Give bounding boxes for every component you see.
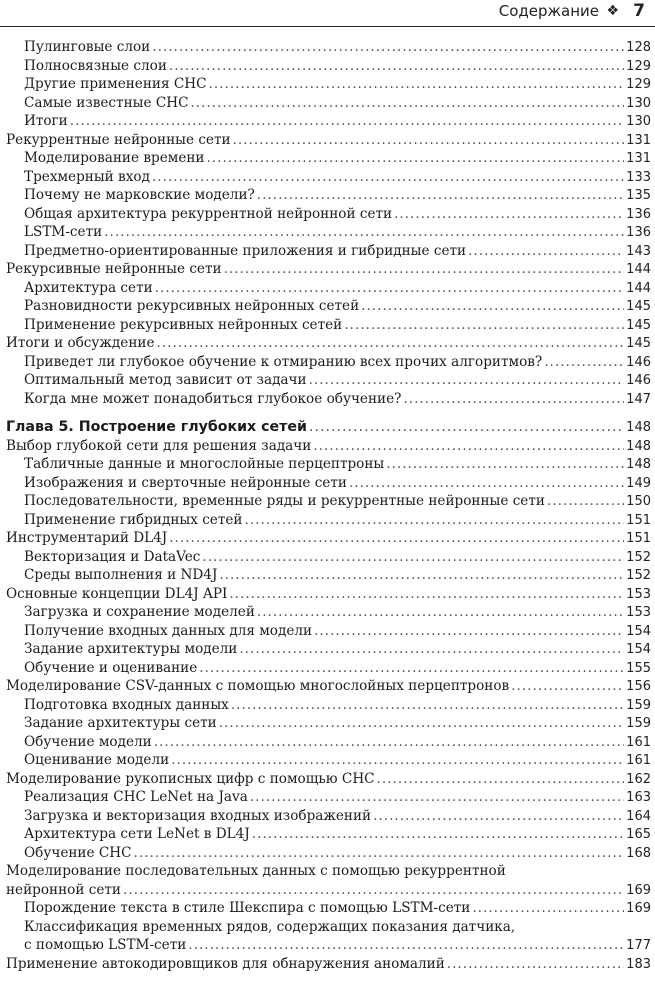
toc-subsection[interactable] — [0, 390, 655, 409]
dot-leader — [104, 223, 624, 242]
toc-page-number: 145 — [626, 299, 651, 314]
toc-page-number: 145 — [626, 336, 651, 351]
toc-section[interactable] — [0, 955, 655, 974]
toc-entry-title: Выбор глубокой сети для решения задачи — [6, 437, 312, 454]
toc-entry-title: Порождение текста в стиле Шекспира с помощью LSTM-сети — [24, 900, 471, 916]
dot-leader — [314, 622, 624, 641]
dot-leader — [123, 881, 624, 900]
toc-subsection[interactable] — [0, 353, 655, 372]
toc-section[interactable] — [0, 437, 655, 456]
toc-page-number: 144 — [626, 280, 651, 296]
dot-leader — [231, 696, 624, 715]
toc-page-number: 144 — [626, 262, 651, 277]
toc-page-number: 154 — [626, 623, 651, 639]
toc-page-number: 131 — [626, 132, 651, 148]
toc-page-number: 169 — [626, 882, 651, 898]
toc-page-number: 153 — [626, 605, 651, 620]
toc-page-number: 131 — [626, 151, 651, 166]
toc-entry-title: Другие применения СНС — [24, 76, 207, 92]
toc-page-number: 165 — [626, 827, 651, 842]
toc-subsection[interactable] — [0, 94, 655, 113]
toc-section[interactable] — [0, 334, 655, 353]
toc-subsection[interactable] — [0, 696, 655, 715]
dot-leader — [403, 390, 624, 409]
dot-leader — [233, 131, 625, 150]
toc-entry-title: Классификация временных рядов, содержащих показания датчика, — [24, 918, 516, 935]
dot-leader — [394, 205, 624, 224]
dot-leader — [544, 353, 624, 372]
toc-subsection[interactable] — [0, 548, 655, 567]
toc-entry-title: Разновидности рекурсивных нейронных сетей — [24, 298, 360, 314]
dot-leader — [219, 714, 624, 733]
toc-chapter[interactable] — [0, 418, 655, 437]
toc-subsection[interactable] — [0, 807, 655, 826]
toc-entry-title: Применение автокодировщиков для обнаружения аномалий — [6, 955, 445, 972]
dot-leader — [155, 279, 625, 298]
toc-entry-title: Когда мне может понадобиться глубокое обучение? — [24, 390, 402, 407]
toc-entry-title: Итоги и обсуждение — [6, 335, 155, 351]
toc-entry-title: Табличные данные и многослойные перцептроны — [24, 456, 385, 472]
dot-leader — [188, 936, 624, 955]
toc-page-number: 133 — [626, 169, 651, 185]
toc-subsection[interactable] — [0, 242, 655, 261]
dot-leader — [447, 955, 624, 974]
toc-entry-title: Моделирование времени — [24, 150, 205, 166]
toc-subsection[interactable] — [0, 622, 655, 641]
toc-page-number: 151 — [626, 531, 651, 546]
toc-entry-title: Обучение модели — [24, 733, 152, 750]
toc-page-number: 130 — [626, 114, 651, 129]
dot-leader — [373, 807, 624, 826]
dot-leader — [219, 566, 624, 585]
toc-entry-title: Подготовка входных данных — [24, 696, 229, 713]
running-title: Содержание — [498, 2, 599, 20]
toc-entry-title: Моделирование последовательных данных с помощью рекуррентной — [6, 863, 506, 879]
page-header — [0, 0, 655, 27]
toc-entry-title: Оптимальный метод зависит от задачи — [24, 372, 307, 388]
toc-subsection[interactable] — [0, 75, 655, 94]
dot-leader — [257, 186, 624, 205]
toc-subsection[interactable] — [0, 316, 655, 335]
toc-subsection[interactable] — [0, 297, 655, 316]
toc-entry-title: Инструментарий DL4J — [6, 530, 168, 546]
toc-subsection[interactable] — [0, 112, 655, 131]
toc-entry-title: Полносвязные слои — [24, 57, 167, 74]
toc-section[interactable] — [0, 862, 655, 899]
toc-subsection[interactable] — [0, 899, 655, 918]
dot-leader — [169, 529, 624, 548]
page-number: 7 — [633, 1, 645, 21]
toc-entry-title: Загрузка и векторизация входных изображений — [24, 807, 372, 824]
dot-leader — [190, 94, 624, 113]
toc-section[interactable] — [0, 529, 655, 548]
dot-leader — [224, 260, 625, 279]
dot-leader — [239, 640, 624, 659]
toc-subsection[interactable] — [0, 714, 655, 733]
toc-entry-title: Среды выполнения и ND4J — [24, 567, 218, 583]
toc-entry-title: Задание архитектуры сети — [24, 715, 217, 731]
toc-page-number: 146 — [626, 354, 651, 370]
toc-entry-title: Итоги — [24, 113, 68, 129]
dot-leader — [511, 677, 624, 696]
toc-subsection[interactable] — [0, 492, 655, 511]
dot-leader — [344, 316, 624, 335]
dot-leader — [157, 334, 625, 353]
toc-entry-title-continued: с помощью LSTM-сети — [24, 937, 187, 953]
toc-entry-title: Глава 5. Построение глубоких сетей — [6, 419, 307, 435]
dot-leader — [244, 511, 624, 530]
toc-entry-title: Моделирование рукописных цифр с помощью СНС — [6, 770, 375, 787]
toc-page-number: 155 — [626, 660, 651, 676]
toc-page-number: 136 — [626, 225, 651, 240]
toc-page-number: 150 — [626, 494, 651, 509]
dot-leader — [229, 585, 624, 604]
toc-subsection[interactable] — [0, 149, 655, 168]
ornament-icon: ❖ — [606, 3, 619, 19]
dot-leader — [70, 112, 624, 131]
dot-leader — [169, 57, 624, 76]
toc-page-number: 135 — [626, 188, 651, 203]
toc-entry-title: Приведет ли глубокое обучение к отмиранию всех прочих алгоритмов? — [24, 353, 543, 370]
toc-section[interactable] — [0, 131, 655, 150]
toc-page-number: 148 — [626, 457, 651, 472]
toc-page-number: 152 — [626, 549, 651, 565]
dot-leader — [349, 474, 624, 493]
toc-page-number: 149 — [626, 475, 651, 491]
toc-subsection[interactable] — [0, 186, 655, 205]
toc-page-number: 156 — [626, 679, 651, 694]
toc-subsection[interactable] — [0, 371, 655, 390]
toc-page-number: 162 — [626, 771, 651, 787]
toc-entry-title: Получение входных данных для модели — [24, 622, 313, 639]
dot-leader — [152, 168, 624, 187]
toc-subsection[interactable] — [0, 57, 655, 76]
toc-entry-title: Изображения и сверточные нейронные сети — [24, 474, 347, 491]
toc-page-number: 151 — [626, 512, 651, 528]
toc-entry-title: Общая архитектура рекуррентной нейронной сети — [24, 205, 393, 222]
toc-entry-title: Предметно-ориентированные приложения и гибридные сети — [24, 242, 467, 259]
toc-entry-title: Реализация СНС LeNet на Java — [24, 789, 248, 805]
toc-page-number: 183 — [626, 956, 651, 972]
toc-section[interactable] — [0, 677, 655, 696]
dot-leader — [309, 418, 624, 437]
dot-leader — [209, 75, 625, 94]
toc-page-number: 168 — [626, 845, 651, 861]
toc-page-number: 159 — [626, 716, 651, 731]
toc-entry-title: Векторизация и DataVec — [24, 548, 201, 565]
toc-subsection[interactable] — [0, 168, 655, 187]
dot-leader — [250, 788, 624, 807]
toc-subsection[interactable] — [0, 733, 655, 752]
dot-leader — [377, 770, 625, 789]
toc-page-number: 147 — [626, 391, 651, 407]
dot-leader — [206, 149, 624, 168]
toc-entry-title: Обучение и оценивание — [24, 659, 198, 676]
toc-subsection[interactable] — [0, 455, 655, 474]
dot-leader — [199, 659, 624, 678]
toc-subsection[interactable] — [0, 603, 655, 622]
toc-subsection[interactable] — [0, 474, 655, 493]
toc-page-number: 163 — [626, 790, 651, 805]
toc-section[interactable] — [0, 585, 655, 604]
toc-page-number: 128 — [626, 40, 651, 55]
toc-page-number: 148 — [626, 420, 651, 435]
toc-page-number: 145 — [626, 317, 651, 333]
toc-subsection[interactable] — [0, 751, 655, 770]
toc-subsection[interactable] — [0, 659, 655, 678]
dot-leader — [468, 242, 624, 261]
table-of-contents — [0, 38, 655, 973]
toc-subsection[interactable] — [0, 640, 655, 659]
toc-subsection[interactable] — [0, 205, 655, 224]
toc-section[interactable] — [0, 770, 655, 789]
toc-subsection[interactable] — [0, 788, 655, 807]
toc-entry-title: LSTM-сети — [24, 224, 103, 240]
toc-subsection[interactable] — [0, 918, 655, 955]
toc-entry-title: Загрузка и сохранение моделей — [24, 604, 255, 620]
toc-page-number: 129 — [626, 77, 651, 92]
toc-entry-title: Рекурсивные нейронные сети — [6, 261, 222, 277]
toc-subsection[interactable] — [0, 825, 655, 844]
toc-entry-title: Трехмерный вход — [24, 168, 150, 185]
toc-subsection[interactable] — [0, 279, 655, 298]
toc-page-number: 130 — [626, 95, 651, 111]
dot-leader — [386, 455, 624, 474]
dot-leader — [202, 548, 624, 567]
toc-subsection[interactable] — [0, 38, 655, 57]
dot-leader — [252, 825, 624, 844]
dot-leader — [134, 844, 625, 863]
toc-entry-title: Применение гибридных сетей — [24, 511, 243, 528]
toc-page-number: 143 — [626, 243, 651, 259]
toc-subsection[interactable] — [0, 566, 655, 585]
toc-page-number: 129 — [626, 58, 651, 74]
toc-page-number: 153 — [626, 586, 651, 602]
toc-section[interactable] — [0, 260, 655, 279]
dot-leader — [257, 603, 624, 622]
toc-page-number: 146 — [626, 373, 651, 388]
dot-leader — [154, 733, 624, 752]
dot-leader — [171, 751, 624, 770]
toc-page-number: 164 — [626, 808, 651, 824]
toc-subsection[interactable] — [0, 511, 655, 530]
toc-page-number: 148 — [626, 438, 651, 454]
toc-subsection[interactable] — [0, 844, 655, 863]
toc-entry-title: Применение рекурсивных нейронных сетей — [24, 316, 343, 333]
toc-entry-title: Архитектура сети — [24, 279, 153, 296]
toc-page-number: 169 — [626, 901, 651, 916]
dot-leader — [361, 297, 624, 316]
toc-entry-title-continued: нейронной сети — [6, 881, 121, 898]
toc-entry-title: Последовательности, временные ряды и рекуррентные нейронные сети — [24, 493, 545, 509]
toc-page-number: 154 — [626, 642, 651, 657]
toc-entry-title: Архитектура сети LeNet в DL4J — [24, 826, 250, 842]
toc-page-number: 161 — [626, 734, 651, 750]
toc-page-number: 177 — [626, 938, 651, 953]
toc-entry-title: Оценивание модели — [24, 752, 170, 768]
toc-page-number: 136 — [626, 206, 651, 222]
toc-page-number: 159 — [626, 697, 651, 713]
toc-entry-title: Почему не марковские модели? — [24, 187, 255, 203]
toc-page-number: 161 — [626, 753, 651, 768]
dot-leader — [313, 437, 624, 456]
toc-entry-title: Моделирование CSV-данных с помощью многослойных перцептронов — [6, 678, 510, 694]
dot-leader — [472, 899, 624, 918]
toc-subsection[interactable] — [0, 223, 655, 242]
toc-entry-title: Рекуррентные нейронные сети — [6, 131, 231, 148]
toc-entry-title: Задание архитектуры модели — [24, 641, 238, 657]
toc-page-number: 152 — [626, 568, 651, 583]
toc-entry-title: Самые известные СНС — [24, 94, 189, 111]
dot-leader — [152, 38, 624, 57]
dot-leader — [547, 492, 624, 511]
dot-leader — [309, 371, 625, 390]
toc-entry-title: Обучение СНС — [24, 844, 132, 861]
toc-entry-title: Пулинговые слои — [24, 39, 151, 55]
toc-entry-title: Основные концепции DL4J API — [6, 585, 228, 602]
